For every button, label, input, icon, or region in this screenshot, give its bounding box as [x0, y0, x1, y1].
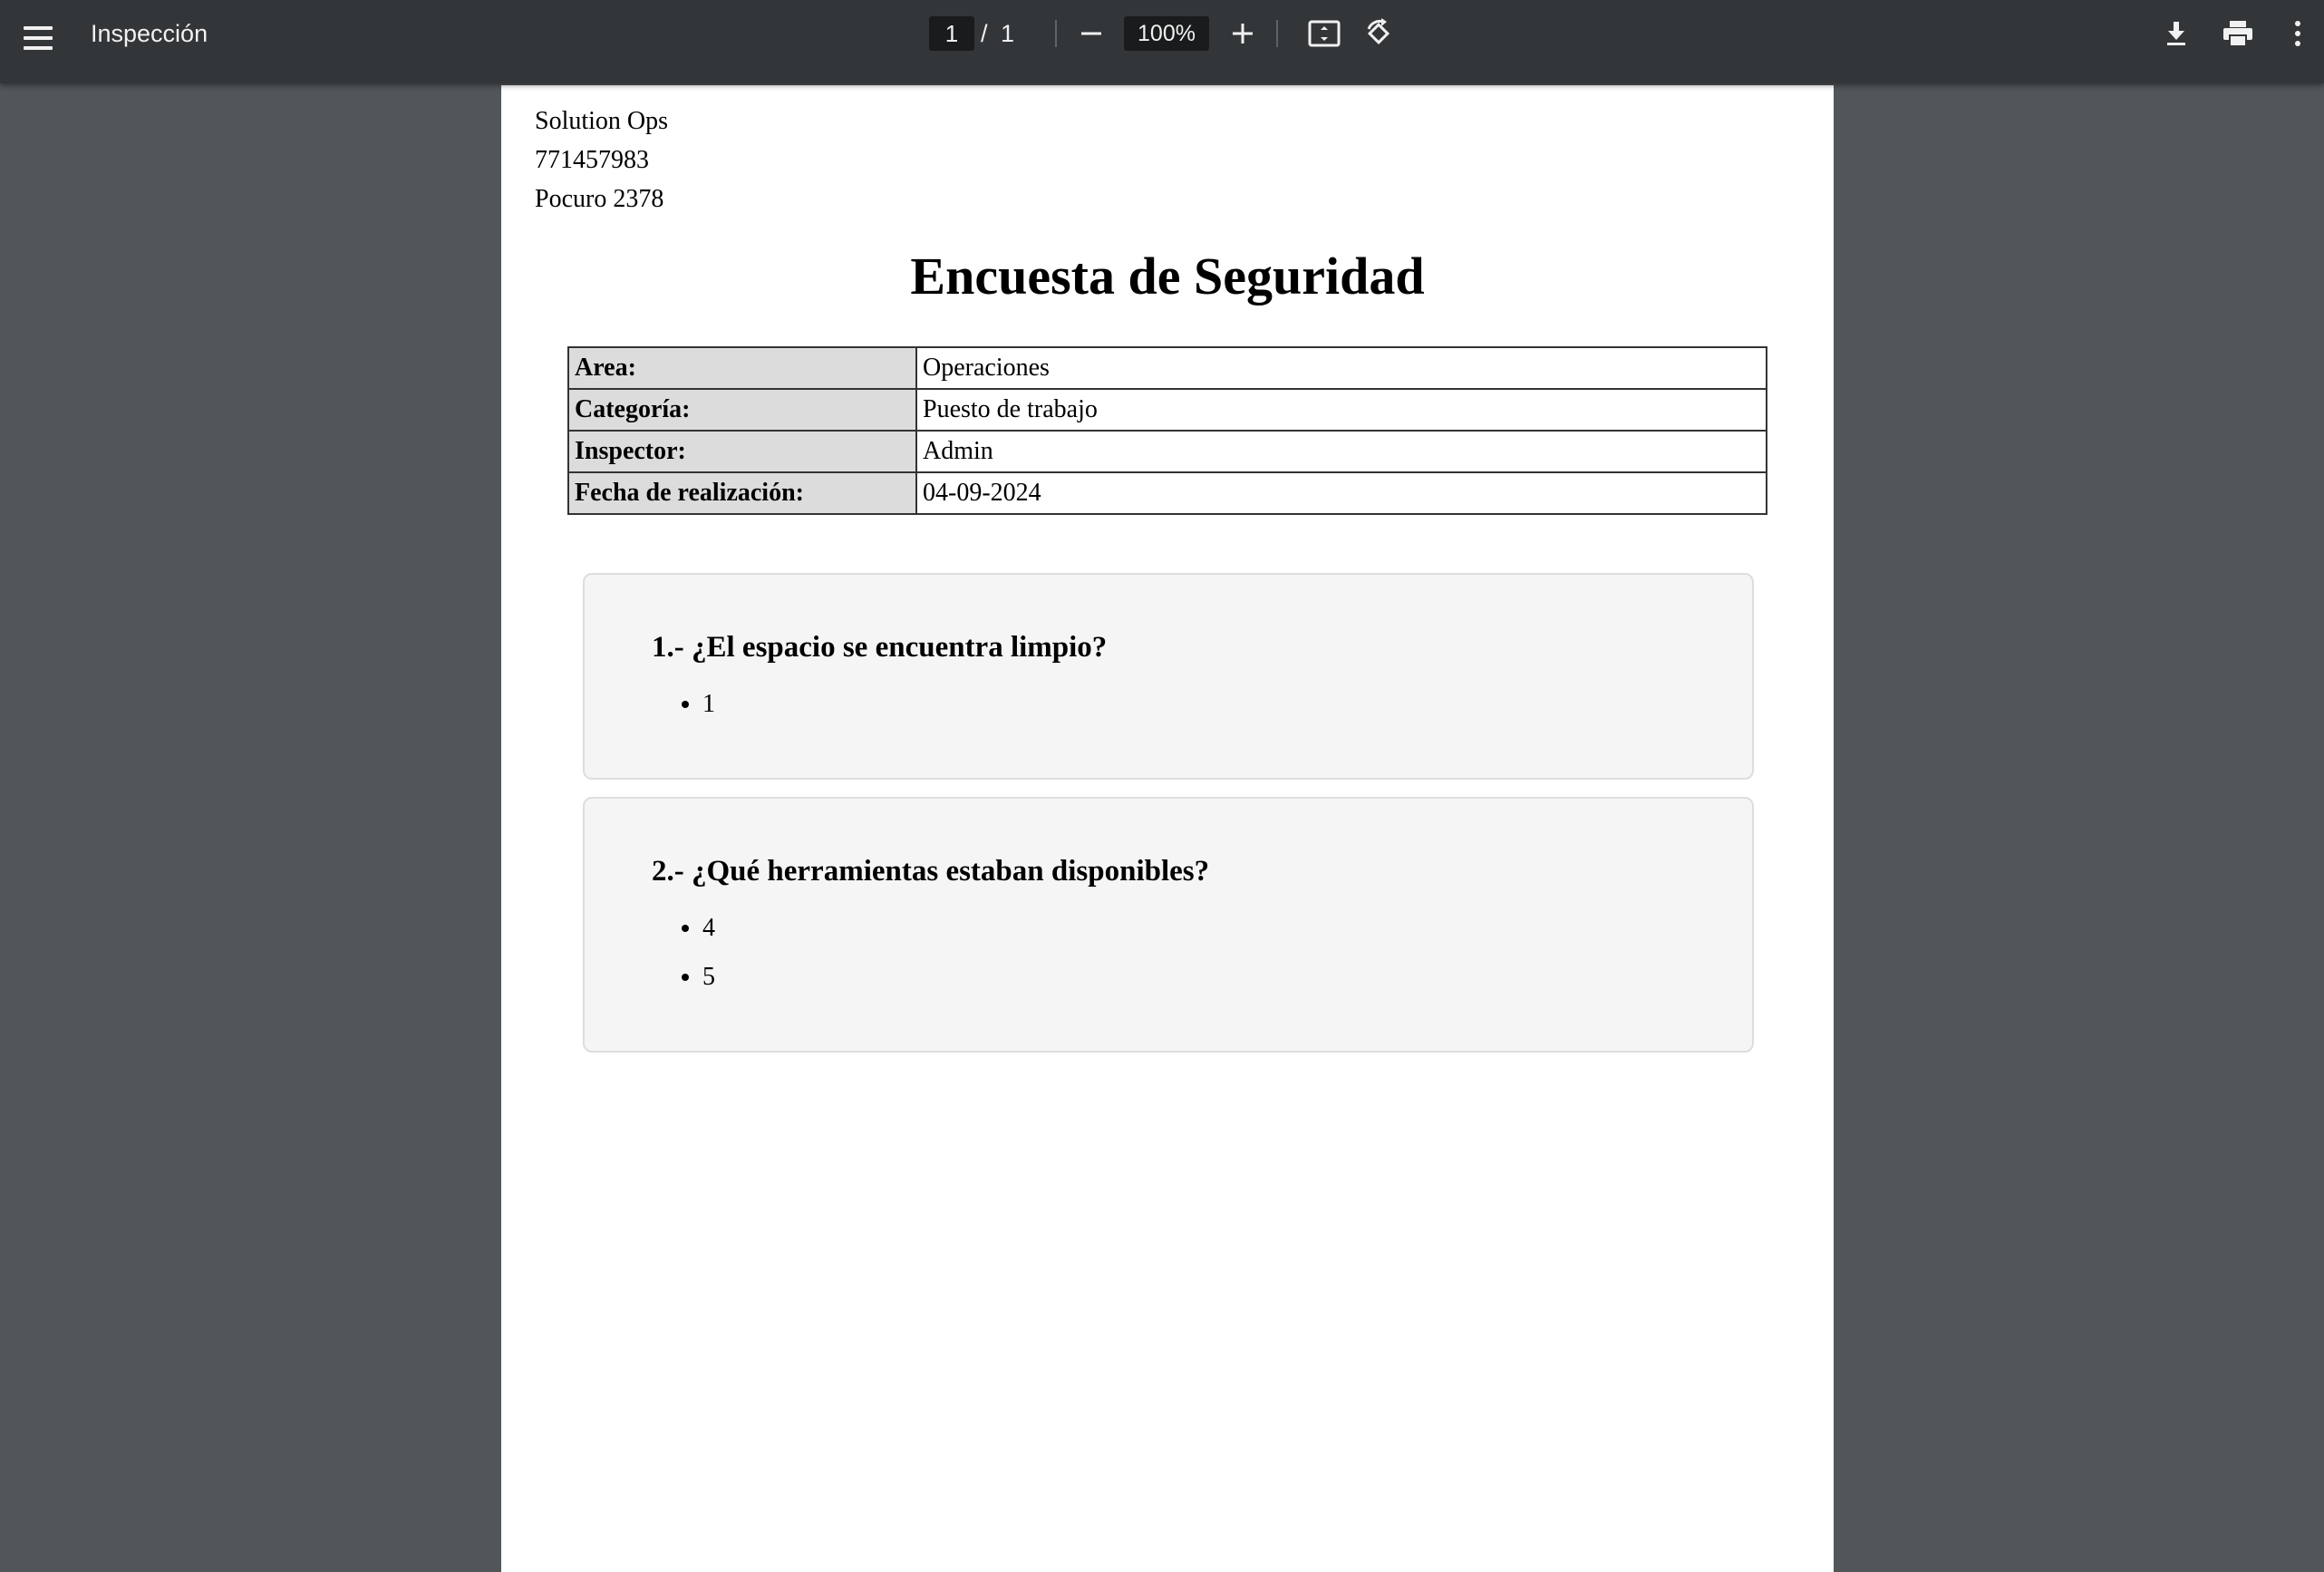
info-label: Categoría: — [568, 389, 916, 431]
info-value: 04-09-2024 — [916, 472, 1767, 514]
question-card — [583, 573, 1754, 780]
pdf-page — [501, 85, 1834, 1572]
table-row — [568, 389, 1767, 431]
table-row — [568, 347, 1767, 389]
toolbar-divider — [1276, 20, 1278, 47]
current-page-input[interactable]: 1 — [929, 16, 974, 51]
toolbar-divider — [1055, 20, 1057, 47]
print-icon — [2222, 20, 2253, 47]
table-row — [568, 431, 1767, 472]
info-label: Fecha de realización: — [568, 472, 916, 514]
download-icon — [2164, 20, 2189, 47]
pdf-viewer-toolbar — [0, 0, 2324, 83]
fit-page-button[interactable] — [1303, 13, 1345, 54]
inspection-info-table — [567, 346, 1767, 515]
question-title: 2.- ¿Qué herramientas estaban disponibles? — [652, 855, 1210, 888]
zoom-out-button[interactable] — [1070, 13, 1112, 54]
more-vert-icon — [2293, 20, 2302, 47]
total-pages: 1 — [1001, 20, 1015, 47]
company-address: Pocuro 2378 — [535, 185, 664, 213]
company-name: Solution Ops — [535, 107, 669, 135]
info-value: Puesto de trabajo — [916, 389, 1767, 431]
info-label: Inspector: — [568, 431, 916, 472]
info-value: Operaciones — [916, 347, 1767, 389]
answer-item: • 1 — [702, 680, 715, 729]
zoom-level-input[interactable]: 100% — [1124, 16, 1209, 51]
download-button[interactable] — [2155, 13, 2197, 54]
question-title: 1.- ¿El espacio se encuentra limpio? — [652, 631, 1108, 664]
print-button[interactable] — [2217, 13, 2259, 54]
table-row — [568, 472, 1767, 514]
document-heading: Encuesta de Seguridad — [910, 247, 1425, 306]
question-card — [583, 797, 1754, 1053]
answer-item: • 4 — [702, 904, 715, 953]
zoom-in-button[interactable] — [1222, 13, 1264, 54]
answer-list — [683, 904, 715, 1002]
document-title: Inspección — [91, 20, 208, 47]
minus-icon — [1080, 22, 1103, 45]
page-separator: / — [981, 20, 988, 47]
rotate-icon — [1363, 18, 1394, 49]
company-phone: 771457983 — [535, 146, 649, 174]
plus-icon — [1231, 22, 1254, 45]
info-value: Admin — [916, 431, 1767, 472]
answer-list — [683, 680, 715, 729]
menu-icon[interactable] — [20, 20, 56, 56]
more-options-button[interactable] — [2277, 13, 2319, 54]
answer-item: • 5 — [702, 953, 715, 1002]
fit-page-icon — [1308, 20, 1341, 47]
company-info — [535, 102, 668, 218]
rotate-button[interactable] — [1358, 13, 1399, 54]
info-label: Area: — [568, 347, 916, 389]
